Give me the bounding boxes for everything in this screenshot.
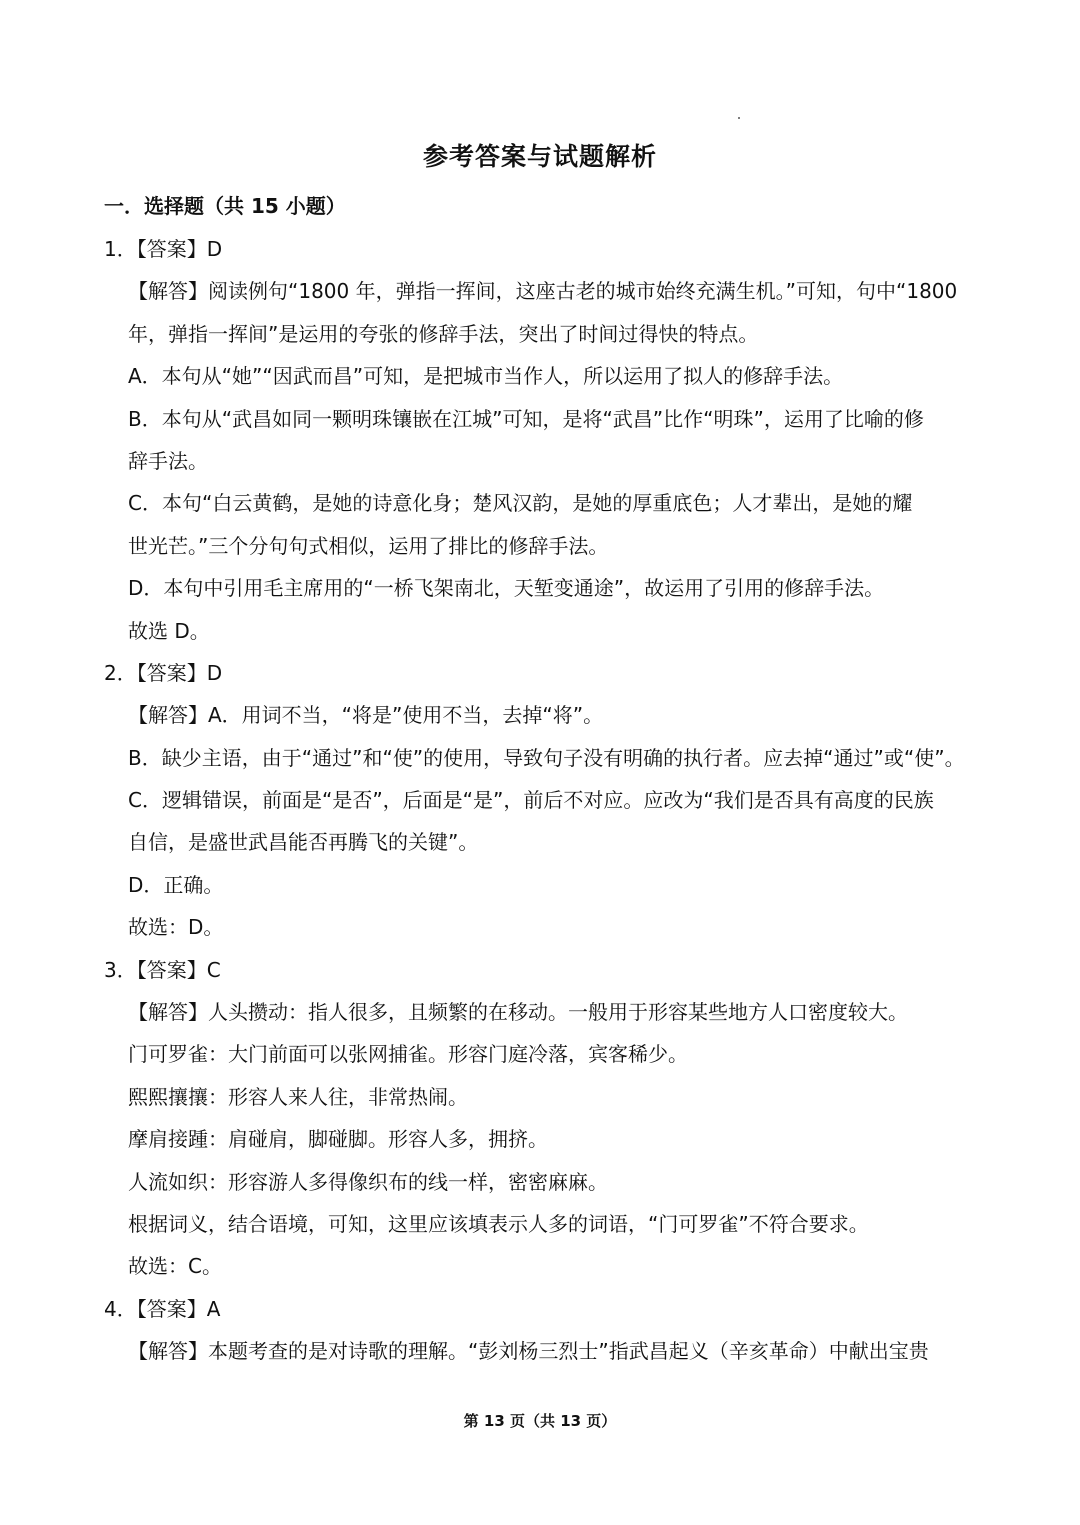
answer-text-line: 故选：C。: [128, 1254, 222, 1279]
answer-body: [104, 228, 984, 1373]
answer-text-line: C．本句“白云黄鹤，是她的诗意化身；楚风汉韵，是她的厚重底色；人才辈出，是她的耀: [128, 491, 913, 516]
answer-text-line: B．缺少主语，由于“通过”和“使”的使用，导致句子没有明确的执行者。应去掉“通过”或“使”。: [128, 745, 965, 770]
answer-text-line: 人流如织：形容游人多得像织布的线一样，密密麻麻。: [128, 1169, 608, 1194]
answer-text-line: 熙熙攘攘：形容人来人往，非常热闹。: [128, 1084, 468, 1109]
answer-text-line: B．本句从“武昌如同一颗明珠镶嵌在江城”可知，是将“武昌”比作“明珠”，运用了比喻的修: [128, 406, 924, 431]
answer-text-line: C．逻辑错误，前面是“是否”，后面是“是”，前后不对应。应改为“我们是否具有高度的民族: [128, 788, 934, 813]
answer-text-line: 【解答】本题考查的是对诗歌的理解。“彭刘杨三烈士”指武昌起义（辛亥革命）中献出宝贵: [128, 1339, 929, 1364]
question-answer-line: 3．【答案】C: [104, 957, 221, 982]
question-answer-line: 1．【答案】D: [104, 237, 223, 261]
answer-text-line: D．正确。: [128, 872, 224, 897]
answer-text-line: 【解答】阅读例句“1800 年，弹指一挥间，这座古老的城市始终充满生机。”可知，句中“1800: [128, 279, 958, 304]
answer-text-line: 世光芒。”三个分句句式相似，运用了排比的修辞手法。: [128, 533, 609, 558]
page-footer: 第 13 页（共 13 页）: [463, 1412, 617, 1430]
question-answer-line: 4．【答案】A: [104, 1296, 221, 1321]
answer-text-line: 辞手法。: [128, 448, 208, 473]
answer-text-line: D．本句中引用毛主席用的“一桥飞架南北，天堑变通途”，故运用了引用的修辞手法。: [128, 576, 885, 601]
answer-text-line: 门可罗雀：大门前面可以张网捕雀。形容门庭冷落，宾客稀少。: [128, 1042, 688, 1067]
answer-text-line: 根据词义，结合语境，可知，这里应该填表示人多的词语，“门可罗雀”不符合要求。: [128, 1211, 869, 1236]
answer-text-line: 故选：D。: [128, 915, 224, 940]
answer-text-line: A．本句从“她”“因武而昌”可知，是把城市当作人，所以运用了拟人的修辞手法。: [128, 364, 844, 389]
answer-text-line: 自信，是盛世武昌能否再腾飞的关键”。: [128, 830, 479, 855]
question-answer-line: 2．【答案】D: [104, 660, 223, 685]
answer-text-line: 摩肩接踵：肩碰肩，脚碰脚。形容人多，拥挤。: [128, 1127, 548, 1152]
answer-text-line: 年，弹指一挥间”是运用的夸张的修辞手法，突出了时间过得快的特点。: [128, 321, 759, 346]
answer-text-line: 故选 D。: [128, 618, 210, 643]
section-heading: 一．选择题（共 15 小题）: [104, 194, 346, 218]
answer-text-line: 【解答】A．用词不当，“将是”使用不当，去掉“将”。: [128, 703, 604, 728]
answer-text-line: 【解答】人头攒动：指人很多，且频繁的在移动。一般用于形容某些地方人口密度较大。: [128, 1000, 908, 1025]
page-title: 参考答案与试题解析: [422, 142, 657, 171]
speck-mark: [738, 117, 740, 119]
